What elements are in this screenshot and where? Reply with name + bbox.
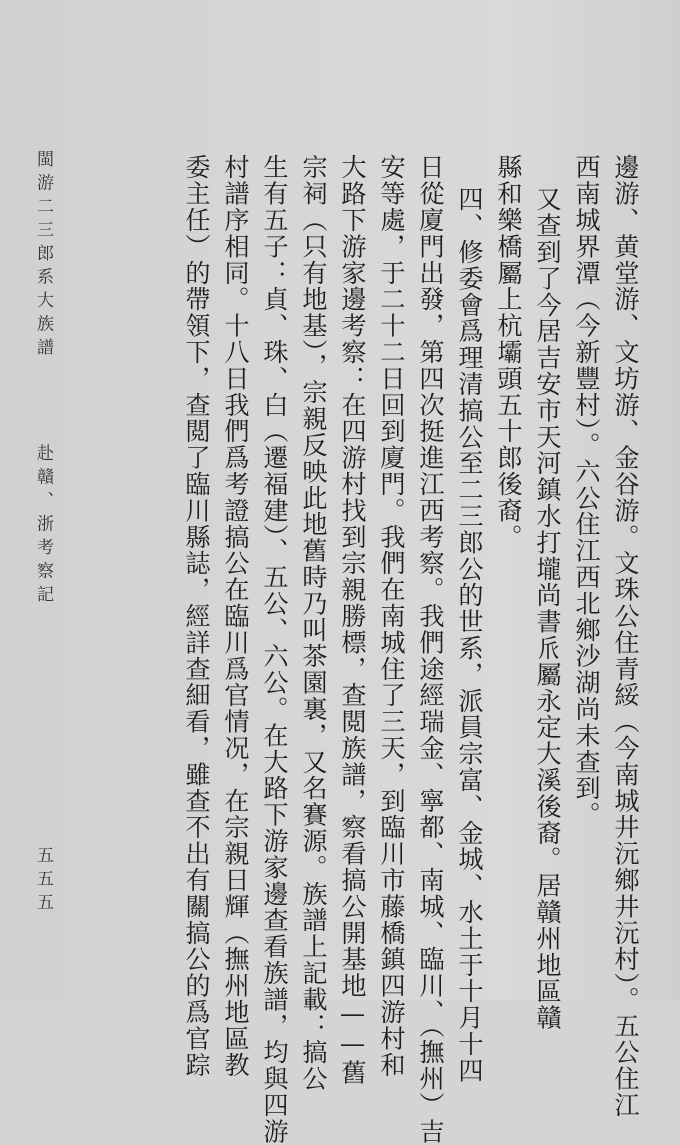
body-line-9: 宗祠（只有地基），宗親反映此地舊時乃叫茶園裏，又名賽源。族譜上記載：搞公 (299, 154, 328, 1092)
body-line-6: 日從廈門出發，第四次挺進江西考察。我們途經瑞金、寧都、南城、臨川、（撫州）吉 (416, 154, 445, 1145)
body-line-4: 縣和樂橋屬上杭壩頭五十郎後裔。 (494, 154, 523, 550)
body-line-1: 邊游、黄堂游、文坊游、金谷游。文珠公住青綏（今南城井沅鄉井沅村）。五公住江 (611, 154, 640, 1119)
running-title: 閩游二三郎系大族譜 (33, 150, 53, 362)
body-line-5: 四、修委會爲理清搞公至二三郎公的世系，派員宗富、金城、水土于十月十四 (455, 186, 484, 1084)
body-line-8: 大路下游家邊考察：在四游村找到宗親勝標，查閲族譜，察看搞公開基地——舊 (338, 154, 367, 1086)
body-line-10: 生有五子：貞、珠、白（遷福建）、五公、六公。在大路下游家邊查看族譜，均與四游 (260, 154, 289, 1145)
section-title: 赴贛、浙考察記 (33, 444, 53, 609)
body-line-11: 村譜序相同。十八日我們爲考證搞公在臨川爲官情况，在宗親日輝（撫州地區教 (221, 154, 250, 1078)
body-line-2: 西南城界潭（今新豐村）。六公住江西北鄉沙湖尚未查到。 (572, 154, 601, 828)
body-line-7: 安等處，于二十二日回到廈門。我們在南城住了三天，到臨川市藤橋鎮四游村和 (377, 154, 406, 1078)
body-line-3: 又查到了今居吉安市天河鎮水打壠尚書𠂢屬永定大溪後裔。居贛州地區贛 (533, 186, 562, 1031)
page-number: 五五五 (33, 846, 53, 917)
body-line-12: 委主任）的帶領下，查閲了臨川縣誌，經詳查細看，雖查不出有關搞公的爲官踪 (182, 154, 211, 1078)
